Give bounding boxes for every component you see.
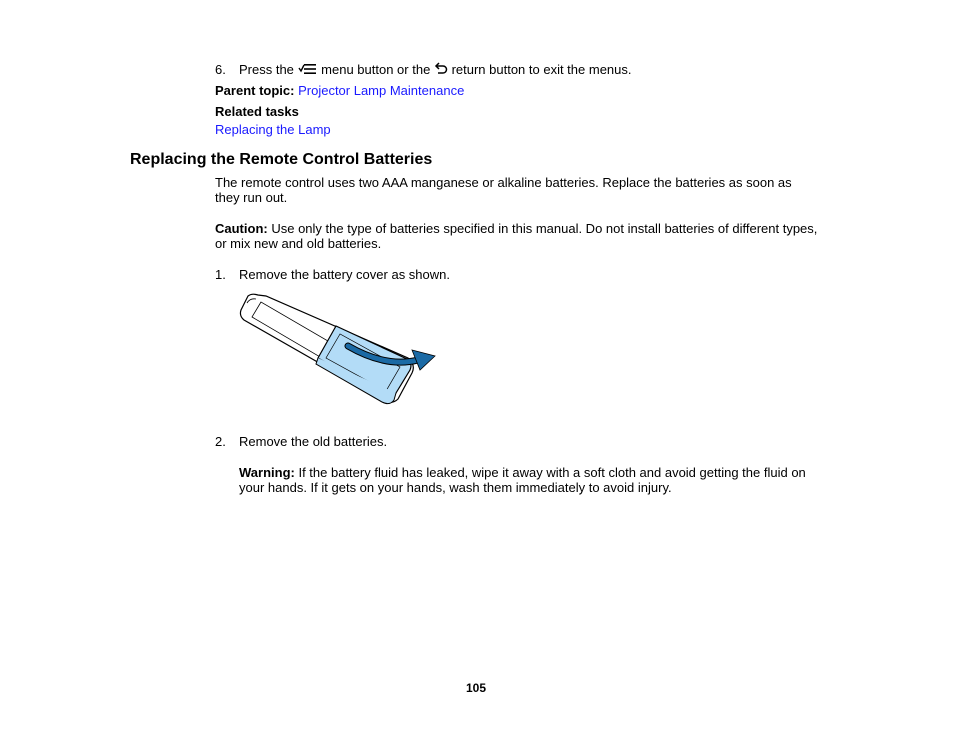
warning-line-1 <box>239 465 806 480</box>
related-tasks-label: Related tasks <box>215 104 299 119</box>
step-number: 2. <box>215 434 226 449</box>
parent-topic-label: Parent topic: <box>215 83 295 98</box>
step-text-part3: return button to exit the menus. <box>451 62 632 77</box>
intro-line-2: they run out. <box>215 190 288 205</box>
related-task-link[interactable]: Replacing the Lamp <box>215 122 331 137</box>
step-2 <box>215 434 387 449</box>
return-icon <box>434 62 448 79</box>
section-title: Replacing the Remote Control Batteries <box>130 151 433 168</box>
step-number: 6. <box>215 62 226 77</box>
step-number: 1. <box>215 267 226 282</box>
related-tasks-list <box>215 122 331 137</box>
step-1 <box>215 267 450 282</box>
warning-line-2: your hands. If it gets on your hands, wash them immediately to avoid injury. <box>239 480 672 495</box>
intro-line-1: The remote control uses two AAA manganese or alkaline batteries. Replace the batteries as soon as <box>215 175 792 190</box>
parent-topic <box>215 83 464 98</box>
step-text: Remove the old batteries. <box>239 434 388 449</box>
step-6 <box>215 62 632 79</box>
remote-control-battery-cover-illustration <box>236 290 442 408</box>
caution-line-2: or mix new and old batteries. <box>215 236 382 251</box>
warning-text: If the battery fluid has leaked, wipe it away with a soft cloth and avoid getting the fluid on <box>298 465 806 480</box>
step-text-part1: Press the <box>239 62 294 77</box>
step-text: Remove the battery cover as shown. <box>239 267 450 282</box>
caution-label: Caution: <box>215 221 268 236</box>
menu-icon <box>298 62 318 79</box>
caution-line-1 <box>215 221 817 236</box>
parent-topic-link[interactable]: Projector Lamp Maintenance <box>298 83 465 98</box>
page-number: 105 <box>466 681 487 695</box>
step-text-part2: menu button or the <box>321 62 431 77</box>
warning-label: Warning: <box>239 465 295 480</box>
caution-text: Use only the type of batteries specified in this manual. Do not install batteries of different types, <box>271 221 818 236</box>
